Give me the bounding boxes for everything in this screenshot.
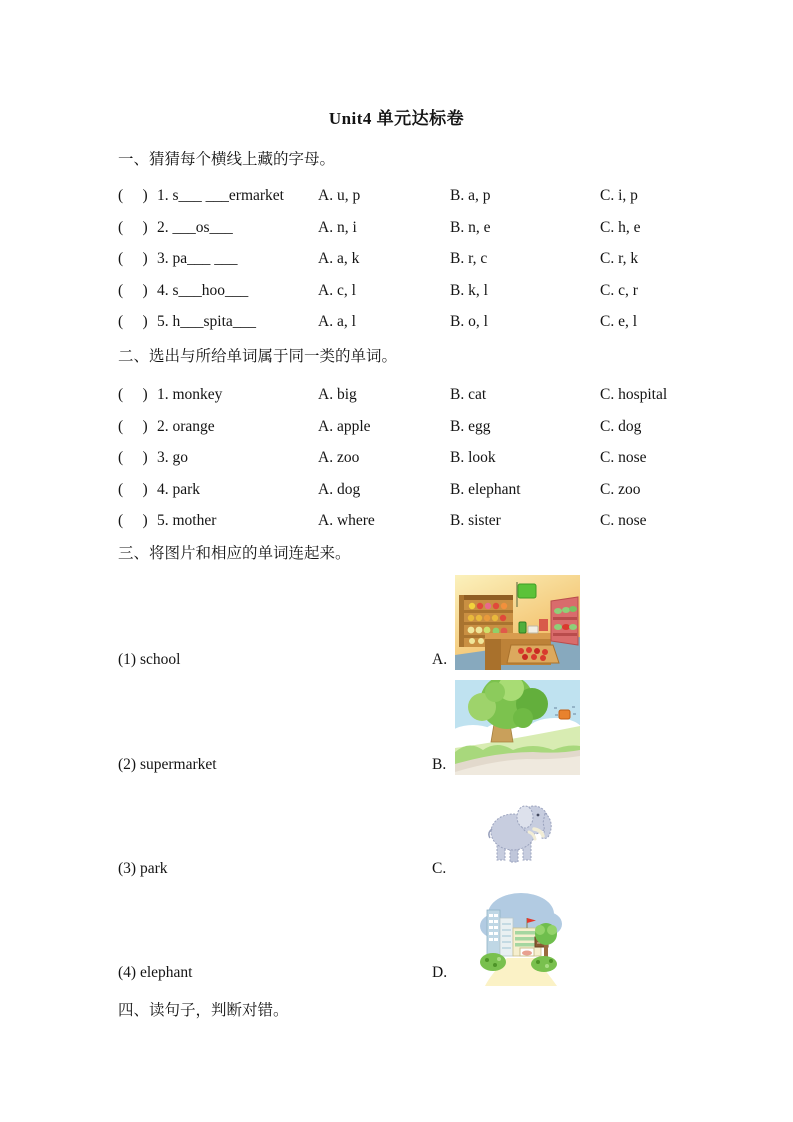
answer-parentheses: ( ) [118,481,148,498]
section2-heading: 二、选出与所给单词属于同一类的单词。 [118,348,398,365]
option-c: C. hospital [600,386,668,403]
option-a: A. apple [318,418,371,435]
option-a: A. a, l [318,313,356,330]
s1-row-2 [0,219,793,241]
match-row-4 [0,964,793,986]
answer-parentheses: ( ) [118,250,148,267]
section3-heading: 三、将图片和相应的单词连起来。 [118,545,351,562]
answer-parentheses: ( ) [118,313,148,330]
answer-parentheses: ( ) [118,386,148,403]
option-c: C. i, p [600,187,638,204]
section1-heading: 一、猜猜每个横线上藏的字母。 [118,151,336,168]
option-b: B. k, l [450,282,488,299]
option-c: C. dog [600,418,642,435]
match-letter: B. [432,756,447,773]
option-a: A. dog [318,481,361,498]
option-b: B. o, l [450,313,488,330]
option-b: B. elephant [450,481,521,498]
s2-row-4 [0,481,793,503]
match-row-3 [0,860,793,882]
answer-parentheses: ( ) [118,219,148,236]
option-a: A. where [318,512,375,529]
match-letter: A. [432,651,448,668]
option-c: C. e, l [600,313,638,330]
answer-parentheses: ( ) [118,187,148,204]
question-stem: 5. mother [157,512,217,529]
question-stem: 3. go [157,449,188,466]
s1-row-1 [0,187,793,209]
s2-row-5 [0,512,793,534]
option-c: C. nose [600,512,647,529]
match-word: (2) supermarket [118,756,217,773]
option-a: A. u, p [318,187,361,204]
question-stem: 4. s___hoo___ [157,282,249,299]
match-word: (4) elephant [118,964,193,981]
option-b: B. r, c [450,250,488,267]
page-title: Unit4 单元达标卷 [328,109,465,128]
answer-parentheses: ( ) [118,418,148,435]
option-c: C. c, r [600,282,638,299]
option-b: B. a, p [450,187,491,204]
question-stem: 1. monkey [157,386,223,403]
option-c: C. zoo [600,481,641,498]
option-a: A. zoo [318,449,360,466]
match-letter: D. [432,964,448,981]
option-b: B. cat [450,386,487,403]
question-stem: 3. pa___ ___ [157,250,238,267]
match-word: (3) park [118,860,168,877]
answer-parentheses: ( ) [118,282,148,299]
option-b: B. sister [450,512,501,529]
question-stem: 1. s___ ___ermarket [157,187,284,204]
question-stem: 2. orange [157,418,215,435]
s2-row-2 [0,418,793,440]
match-row-1 [0,651,793,673]
question-stem: 2. ___os___ [157,219,233,236]
answer-parentheses: ( ) [118,449,148,466]
match-row-2 [0,756,793,778]
s2-row-1 [0,386,793,408]
s1-row-5 [0,313,793,335]
elephant-image [482,793,558,869]
s1-row-4 [0,282,793,304]
question-stem: 5. h___spita___ [157,313,257,330]
option-c: C. r, k [600,250,639,267]
option-a: A. n, i [318,219,357,236]
s1-row-3 [0,250,793,272]
option-a: A. c, l [318,282,356,299]
section4-heading: 四、读句子，判断对错。 [118,1002,289,1019]
match-letter: C. [432,860,447,877]
answer-parentheses: ( ) [118,512,148,529]
option-b: B. egg [450,418,491,435]
option-b: B. n, e [450,219,491,236]
s2-row-3 [0,449,793,471]
question-stem: 4. park [157,481,201,498]
match-word: (1) school [118,651,181,668]
option-c: C. h, e [600,219,641,236]
option-c: C. nose [600,449,647,466]
option-b: B. look [450,449,496,466]
option-a: A. a, k [318,250,360,267]
option-a: A. big [318,386,357,403]
